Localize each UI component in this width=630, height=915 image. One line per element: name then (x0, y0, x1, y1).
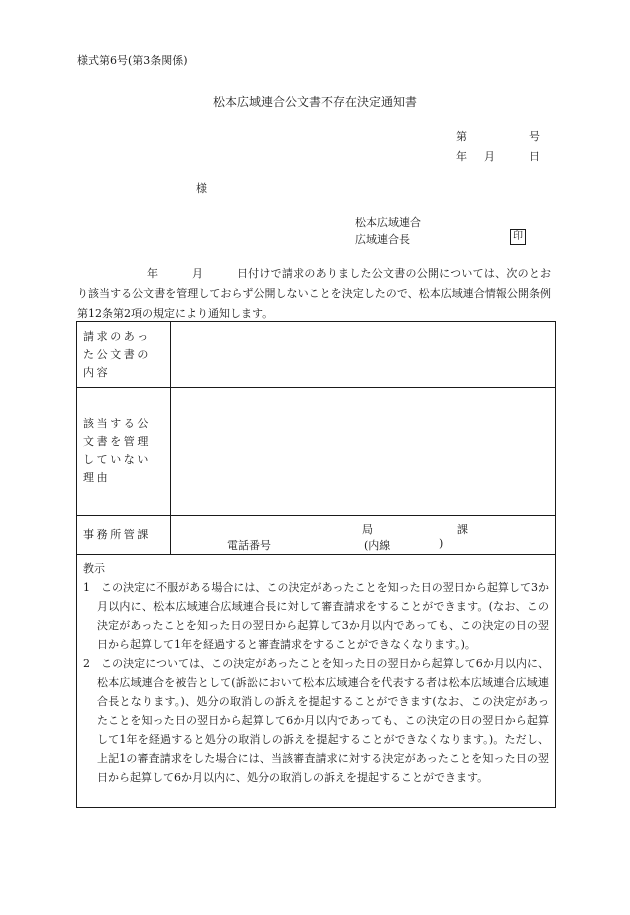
date-month: 月 (484, 150, 495, 163)
issuer-organization: 松本広域連合 (355, 216, 421, 229)
row-requested-content (77, 322, 555, 388)
number-prefix: 第 (456, 130, 467, 143)
intro-text: 日付けで請求のありました公文書の公開については、次のとおり該当する公文書を管理しておらず公開しないことを決定したので、松本広域連合情報公開条例第12条第2項の規定により通知します。 (77, 267, 552, 320)
notice-section (83, 559, 549, 787)
notice-heading: 教示 (83, 562, 105, 575)
extension-label: (内線 (364, 539, 391, 552)
notice-item-1: 1 この決定に不服がある場合には、この決定があったことを知った日の翌日から起算して3か月以内に、松本広域連合広域連合長に対して審査請求をすることができます。(なお、この決定があったことを知った日の翌日から起算して3か月以内であっても、この決定の日の翌日から起算して1年を経過すると審査請求をすることができなくなります。)。 (83, 581, 549, 651)
notice-item-2: 2 この決定については、この決定があったことを知った日の翌日から起算して6か月以内に、松本広域連合を被告として(訴訟において松本広域連合を代表する者は松本広域連合広域連合長となります。)、処分の取消しの訴えを提起することができます(なお、この決定があったことを知った日の翌日から起算して6か月以内であっても、この決定の日の翌日から起算して1年を経過すると処分の取消しの訴えを提起することができなくなります。)。ただし、上記1の審査請求をした場合には、当該審査請求に対する決定があったことを知った日の翌日から起算して6か月以内に、処分の取消しの訴えを提起することができます。 (83, 657, 549, 784)
date-year: 年 (456, 150, 467, 163)
section-label: 課 (457, 523, 468, 536)
reference-block (456, 127, 540, 167)
row-office (77, 515, 555, 555)
form-number: 様式第6号(第3条関係) (77, 54, 188, 67)
issuer-block (355, 214, 421, 248)
document-title: 松本広域連合公文書不存在決定通知書 (212, 95, 417, 109)
label-office: 事務所管課 (77, 515, 171, 554)
label-requested-content: 請求のあった公文書の内容 (77, 322, 171, 387)
number-suffix: 号 (529, 130, 540, 143)
intro-year: 年 (147, 267, 159, 280)
addressee-honorific: 様 (196, 182, 207, 195)
date-line (456, 147, 540, 167)
row-reason (77, 387, 555, 516)
seal-mark: 印 (510, 229, 526, 245)
details-table (76, 321, 556, 808)
intro-month: 月 (191, 267, 204, 280)
phone-label: 電話番号 (227, 539, 271, 552)
date-day: 日 (529, 150, 540, 163)
issuer-title: 広域連合長 (355, 233, 410, 246)
label-reason: 該当する公文書を管理していない理由 (77, 387, 171, 515)
bureau-label: 局 (362, 523, 373, 536)
intro-paragraph (77, 264, 551, 324)
extension-close: ) (439, 537, 444, 550)
document-number-line (456, 127, 540, 147)
